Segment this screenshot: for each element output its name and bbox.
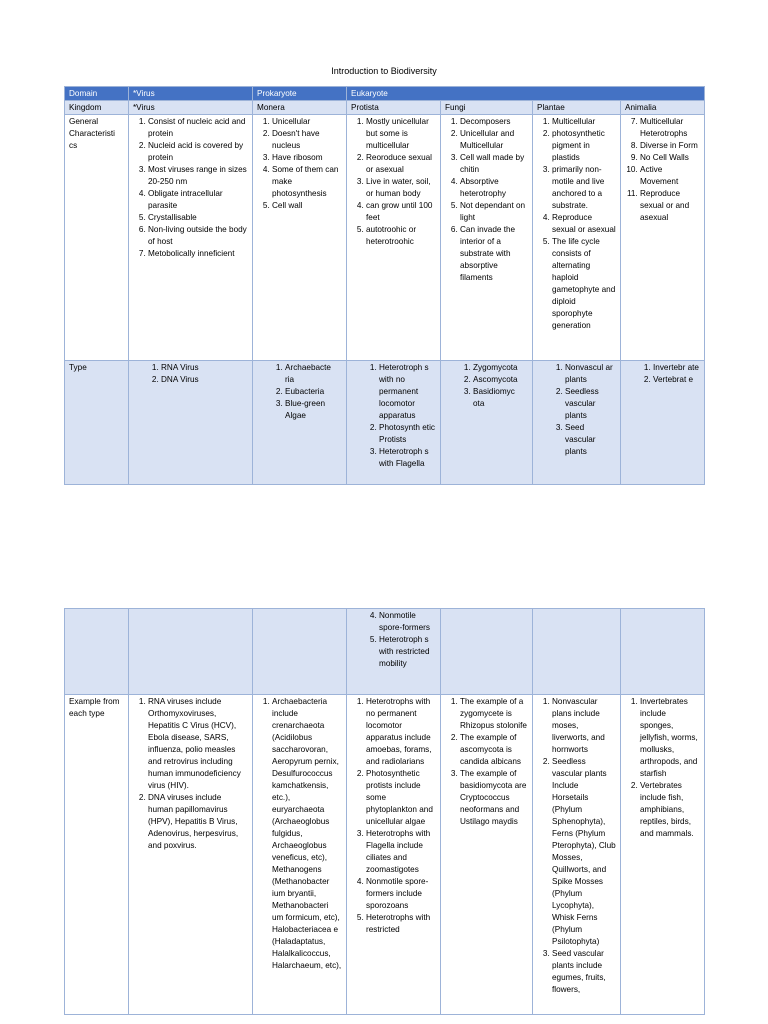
list-item: 4. Absorptive heterotrophy (460, 176, 528, 200)
protista-cell (347, 115, 441, 361)
plantae-cell (533, 695, 621, 1015)
empty-cell (441, 609, 533, 695)
header-cell: *Virus (129, 87, 253, 101)
list-item: 3. Most viruses range in sizes 20-250 nm (148, 164, 248, 188)
list-item: 6. Can invade the interior of a substrate with absorptive filaments (460, 224, 528, 284)
list-item: 1. Decomposers (460, 116, 528, 128)
list-item: 1. Zygomycota (473, 362, 528, 374)
protista-cell (347, 609, 441, 695)
list-item: 2. Photosynth etic Protists (379, 422, 436, 446)
list-item: 4. Some of them can make photosynthesis (272, 164, 342, 200)
plantae-cell (533, 361, 621, 485)
row-label: General Characteristi cs (65, 115, 129, 361)
domain-row (65, 87, 705, 101)
list-item: 2. DNA Virus (161, 374, 248, 386)
kingdom-row (65, 101, 705, 115)
biodiversity-table (64, 86, 705, 485)
list (133, 362, 248, 386)
list-item: 5. Heterotroph s with restricted mobility (379, 634, 436, 670)
list-item: 2. Unicellular and Multicellular (460, 128, 528, 152)
list-item: 1. RNA Virus (161, 362, 248, 374)
empty-cell (253, 609, 347, 695)
kingdom-cell: Monera (253, 101, 347, 115)
header-cell: Eukaryote (347, 87, 705, 101)
kingdom-cell: Plantae (533, 101, 621, 115)
list-item: 1. Consist of nucleic acid and protein (148, 116, 248, 140)
list-item: 4. Nonmotile spore-formers include sporozoans (366, 876, 436, 912)
list-item: 3. Seed vascular plants (565, 422, 616, 458)
list-item: 5. Crystallisable (148, 212, 248, 224)
list-item: 9. No Cell Walls (640, 152, 700, 164)
empty-cell (621, 609, 705, 695)
list-item: 1. Unicellular (272, 116, 342, 128)
list-item: 4. Nonmotile spore-formers (379, 610, 436, 634)
virus-cell (129, 115, 253, 361)
list (351, 362, 436, 470)
list-item: 3. Live in water, soil, or human body (366, 176, 436, 200)
type-row (65, 361, 705, 485)
page-title: Introduction to Biodiversity (331, 66, 437, 76)
list (445, 362, 528, 410)
protista-cell (347, 695, 441, 1015)
list (133, 696, 248, 852)
list (351, 116, 436, 248)
list (625, 696, 700, 840)
header-cell: Prokaryote (253, 87, 347, 101)
list (257, 696, 342, 972)
list-item: 1. Heterotrophs with no permanent locomotor apparatus include amoebas, forams, and radiolarians (366, 696, 436, 768)
list-item: 1. Mostly unicellular but some is multicellular (366, 116, 436, 152)
list-item: 2. The example of ascomycota is candida albicans (460, 732, 528, 768)
list (625, 362, 700, 386)
list-item: 2. DNA viruses include human papillomavirus (HPV), Hepatitis B Virus, Adenovirus, herpesvirus, and poxvirus. (148, 792, 248, 852)
kingdom-cell: Fungi (441, 101, 533, 115)
list-item: 2. Reoroduce sexual or asexual (366, 152, 436, 176)
kingdom-cell: *Virus (129, 101, 253, 115)
list-item: 2. Vertebrates include fish, amphibians, reptiles, birds, and mammals. (640, 780, 700, 840)
list-item: 5. The life cycle consists of alternating haploid gametophyte and diploid sporophyte generation (552, 236, 616, 332)
list-item: 2. Eubacteria (285, 386, 342, 398)
list-item: 7. Multicellular Heterotrophs (640, 116, 700, 140)
list-item: 8. Diverse in Form (640, 140, 700, 152)
list-item: 4. Reproduce sexual or asexual (552, 212, 616, 236)
fungi-cell (441, 361, 533, 485)
list-item: 3. Blue-green Algae (285, 398, 342, 422)
example-row (65, 695, 705, 1015)
list (257, 116, 342, 212)
general-characteristics-row (65, 115, 705, 361)
list-item: 2. Vertebrat e (653, 374, 700, 386)
list-item: 5. Heterotrophs with restricted (366, 912, 436, 936)
list-item: 1. Archaebacteria include crenarchaeota (Acidilobus saccharovoran, Aeropyrum pernix, Desulfurococcus kamchatkensis, etc.), euryarchaeota (Archaeoglobus fulgidus, Archaeoglobus veneficus, etc), Methanogens (Methanobacter ium bryantii, Methanobacteri um formicum, etc), Halobacteriacea e (Haladaptatus, Halalkalicoccus, Halarchaeum, etc), (272, 696, 342, 972)
list-item: 5. Cell wall (272, 200, 342, 212)
empty-cell (129, 609, 253, 695)
list-item: 1. RNA viruses include Orthomyxoviruses, Hepatitis C Virus (HCV), Ebola disease, SARS, influenza, polio measles and retrovirus including human immunodeficiency virus (HIV). (148, 696, 248, 792)
row-label: Example from each type (65, 695, 129, 1015)
list-item: 11. Reproduce sexual or and asexual (640, 188, 700, 224)
list-item: 2. Seedless vascular plants (565, 386, 616, 422)
monera-cell (253, 695, 347, 1015)
empty-cell (533, 609, 621, 695)
list (257, 362, 342, 422)
empty-cell (65, 609, 129, 695)
list-item: 1. Invertebrates include sponges, jellyfish, worms, mollusks, arthropods, and starfish (640, 696, 700, 780)
list-item: 5. autotroohic or heterotroohic (366, 224, 436, 248)
list (537, 362, 616, 458)
list-item: 4. Obligate intracellular parasite (148, 188, 248, 212)
list-item: 3. Basidiomyc ota (473, 386, 528, 410)
list-item: 4. can grow until 100 feet (366, 200, 436, 224)
list-item: 3. Seed vascular plants include egumes, fruits, flowers, (552, 948, 616, 996)
list-item: 10. Active Movement (640, 164, 700, 188)
type-continued-row (65, 609, 705, 695)
list-item: 3. primarily non-motile and live anchored to a substrate. (552, 164, 616, 212)
kingdom-cell: Animalia (621, 101, 705, 115)
list-item: 3. Cell wall made by chitin (460, 152, 528, 176)
list-item: 3. Have ribosom (272, 152, 342, 164)
list-item: 2. Doesn't have nucleus (272, 128, 342, 152)
list-item: 1. Nonvascul ar plants (565, 362, 616, 386)
fungi-cell (441, 115, 533, 361)
list-item: 2. Seedless vascular plants Include Horsetails (Phylum Sphenophyta), Ferns (Phylum Pterophyta), Club Mosses, Quillworts, and Spike Mosses (Phylum Lycophyta), Whisk Ferns (Phylum Psilotophyta) (552, 756, 616, 948)
list (133, 116, 248, 260)
plantae-cell (533, 115, 621, 361)
list-item: 1. Nonvascular plans include moses, liverworts, and hornworts (552, 696, 616, 756)
list (351, 696, 436, 936)
list-item: 3. The example of basidiomycota are Cryptococcus neoformans and Ustilago maydis (460, 768, 528, 828)
list-item: 1. Multicellular (552, 116, 616, 128)
header-cell: Domain (65, 87, 129, 101)
list-item: 7. Metobolically inneficient (148, 248, 248, 260)
list (445, 116, 528, 284)
list-item: 5. Not dependant on light (460, 200, 528, 224)
list-item: 6. Non-living outside the body of host (148, 224, 248, 248)
list-item: 1. Invertebr ate (653, 362, 700, 374)
monera-cell (253, 115, 347, 361)
animalia-cell (621, 695, 705, 1015)
protista-cell (347, 361, 441, 485)
kingdom-cell: Kingdom (65, 101, 129, 115)
list-item: 1. Archaebacte ria (285, 362, 342, 386)
list-item: 1. The example of a zygomycete is Rhizopus stolonife (460, 696, 528, 732)
biodiversity-table-continued (64, 608, 705, 1015)
list (537, 696, 616, 996)
row-label: Type (65, 361, 129, 485)
list-item: 3. Heterotrophs with Flagella include ciliates and zoomastigotes (366, 828, 436, 876)
list-item: 2. Ascomycota (473, 374, 528, 386)
list-item: 2. photosynthetic pigment in plastids (552, 128, 616, 164)
list (445, 696, 528, 828)
animalia-cell (621, 361, 705, 485)
animalia-cell (621, 115, 705, 361)
list-item: 1. Heterotroph s with no permanent locomotor apparatus (379, 362, 436, 422)
list-item: 2. Photosynthetic protists include some phytoplankton and unicellular algae (366, 768, 436, 828)
virus-cell (129, 695, 253, 1015)
list-item: 2. Nucleid acid is covered by protein (148, 140, 248, 164)
list (537, 116, 616, 332)
fungi-cell (441, 695, 533, 1015)
list (625, 116, 700, 224)
monera-cell (253, 361, 347, 485)
list-item: 3. Heterotroph s with Flagella (379, 446, 436, 470)
virus-cell (129, 361, 253, 485)
list (351, 610, 436, 670)
kingdom-cell: Protista (347, 101, 441, 115)
